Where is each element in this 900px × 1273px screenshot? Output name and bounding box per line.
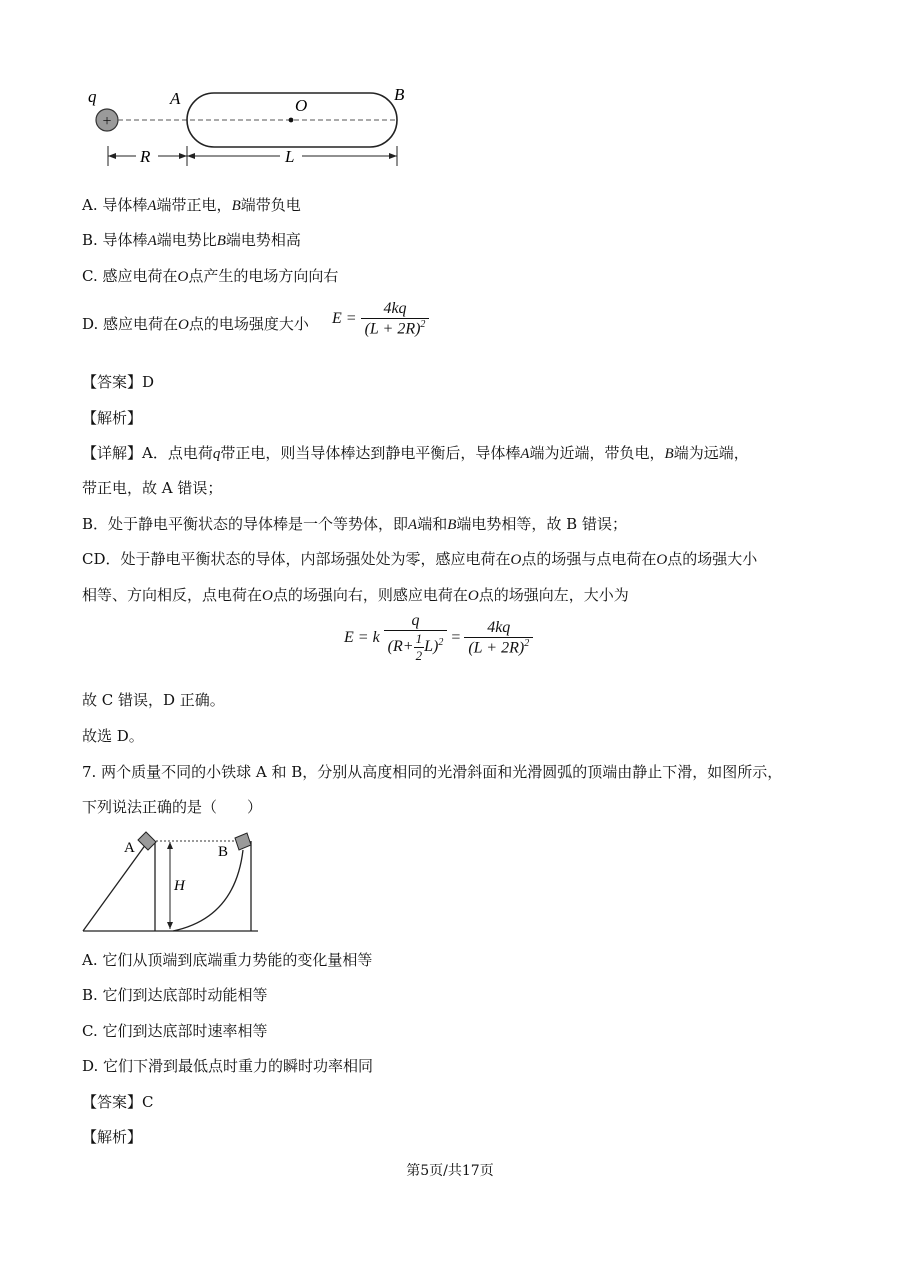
q6-option-c: C. 感应电荷在O点产生的电场方向向右 (82, 267, 339, 285)
figure-charge-rod (80, 80, 420, 170)
block-A (138, 832, 156, 850)
label-B: B (394, 85, 405, 104)
incline-slope (83, 844, 146, 931)
q6-detail-line6: 故 C 错误，D 正确。 (82, 691, 225, 709)
q6-detail-line4: CD．处于静电平衡状态的导体，内部场强处处为零，感应电荷在O点的场强与点电荷在O点的场强大小 (82, 550, 758, 568)
q7-stem-line1: 7. 两个质量不同的小铁球 A 和 B，分别从高度相同的光滑斜面和光滑圆弧的顶端由静止下滑，如图所示， (82, 763, 783, 781)
q6-analysis-title: 【解析】 (82, 409, 143, 427)
q6-field-equation: E = k q (R+ $\frac{1}{2}$ L)$^2$ = $\frac{4kq}{(L + 2R)^2}$ (344, 612, 533, 664)
q6-detail-line1: 【详解】A．点电荷q带正电，则当导体棒达到静电平衡后，导体棒A端为近端，带负电，B端为远端， (82, 444, 749, 462)
label-fig-B: B (218, 844, 229, 860)
q7-option-b: B. 它们到达底部时动能相等 (82, 986, 268, 1004)
q7-option-d: D. 它们下滑到最低点时重力的瞬时功率相同 (82, 1057, 374, 1075)
q7-analysis-title: 【解析】 (82, 1128, 143, 1146)
page-footer: 第5页/共17页 (406, 1163, 494, 1179)
q6-answer: 【答案】D (82, 373, 155, 391)
dim-L-arrow-right (389, 153, 397, 159)
label-A: A (170, 89, 181, 108)
q6-detail-line5: 相等、方向相反，点电荷在O点的场强向右，则感应电荷在O点的场强向左，大小为 (82, 586, 629, 604)
figure-incline-arc (80, 828, 270, 938)
q6-detail-line3: B．处于静电平衡状态的导体棒是一个等势体，即A端和B端电势相等，故 B 错误； (82, 515, 627, 533)
q6-option-a: A. 导体棒A端带正电，B端带负电 (82, 196, 301, 214)
label-O: O (295, 96, 308, 115)
q6-option-b: B. 导体棒A端电势比B端电势相高 (82, 231, 301, 249)
dim-L-arrow-left (187, 153, 195, 159)
charge-plus-sign: + (102, 113, 112, 130)
q6-option-d: D. 感应电荷在O点的电场强度大小 (82, 315, 309, 333)
center-point-O (289, 118, 294, 123)
q7-stem-line2: 下列说法正确的是（ ） (82, 798, 263, 816)
q6-detail-line7: 故选 D。 (82, 727, 144, 745)
block-B (235, 833, 251, 850)
height-arrow-top (167, 842, 173, 849)
label-q: q (88, 87, 97, 106)
q6-detail-line2: 带正电，故 A 错误； (82, 479, 223, 497)
label-fig-H: H (174, 878, 185, 894)
height-arrow-bottom (167, 922, 173, 929)
q7-option-a: A. 它们从顶端到底端重力势能的变化量相等 (82, 951, 373, 969)
q7-answer: 【答案】C (82, 1093, 154, 1111)
label-L: L (285, 147, 295, 166)
label-fig-A: A (124, 840, 135, 856)
q6-option-d-formula: E = $\frac{4kq}{(L + 2R)^2}$ (332, 300, 429, 338)
dim-R-arrow-left (108, 153, 116, 159)
dim-R-arrow-right (179, 153, 187, 159)
label-R: R (140, 147, 151, 166)
q7-option-c: C. 它们到达底部时速率相等 (82, 1022, 268, 1040)
